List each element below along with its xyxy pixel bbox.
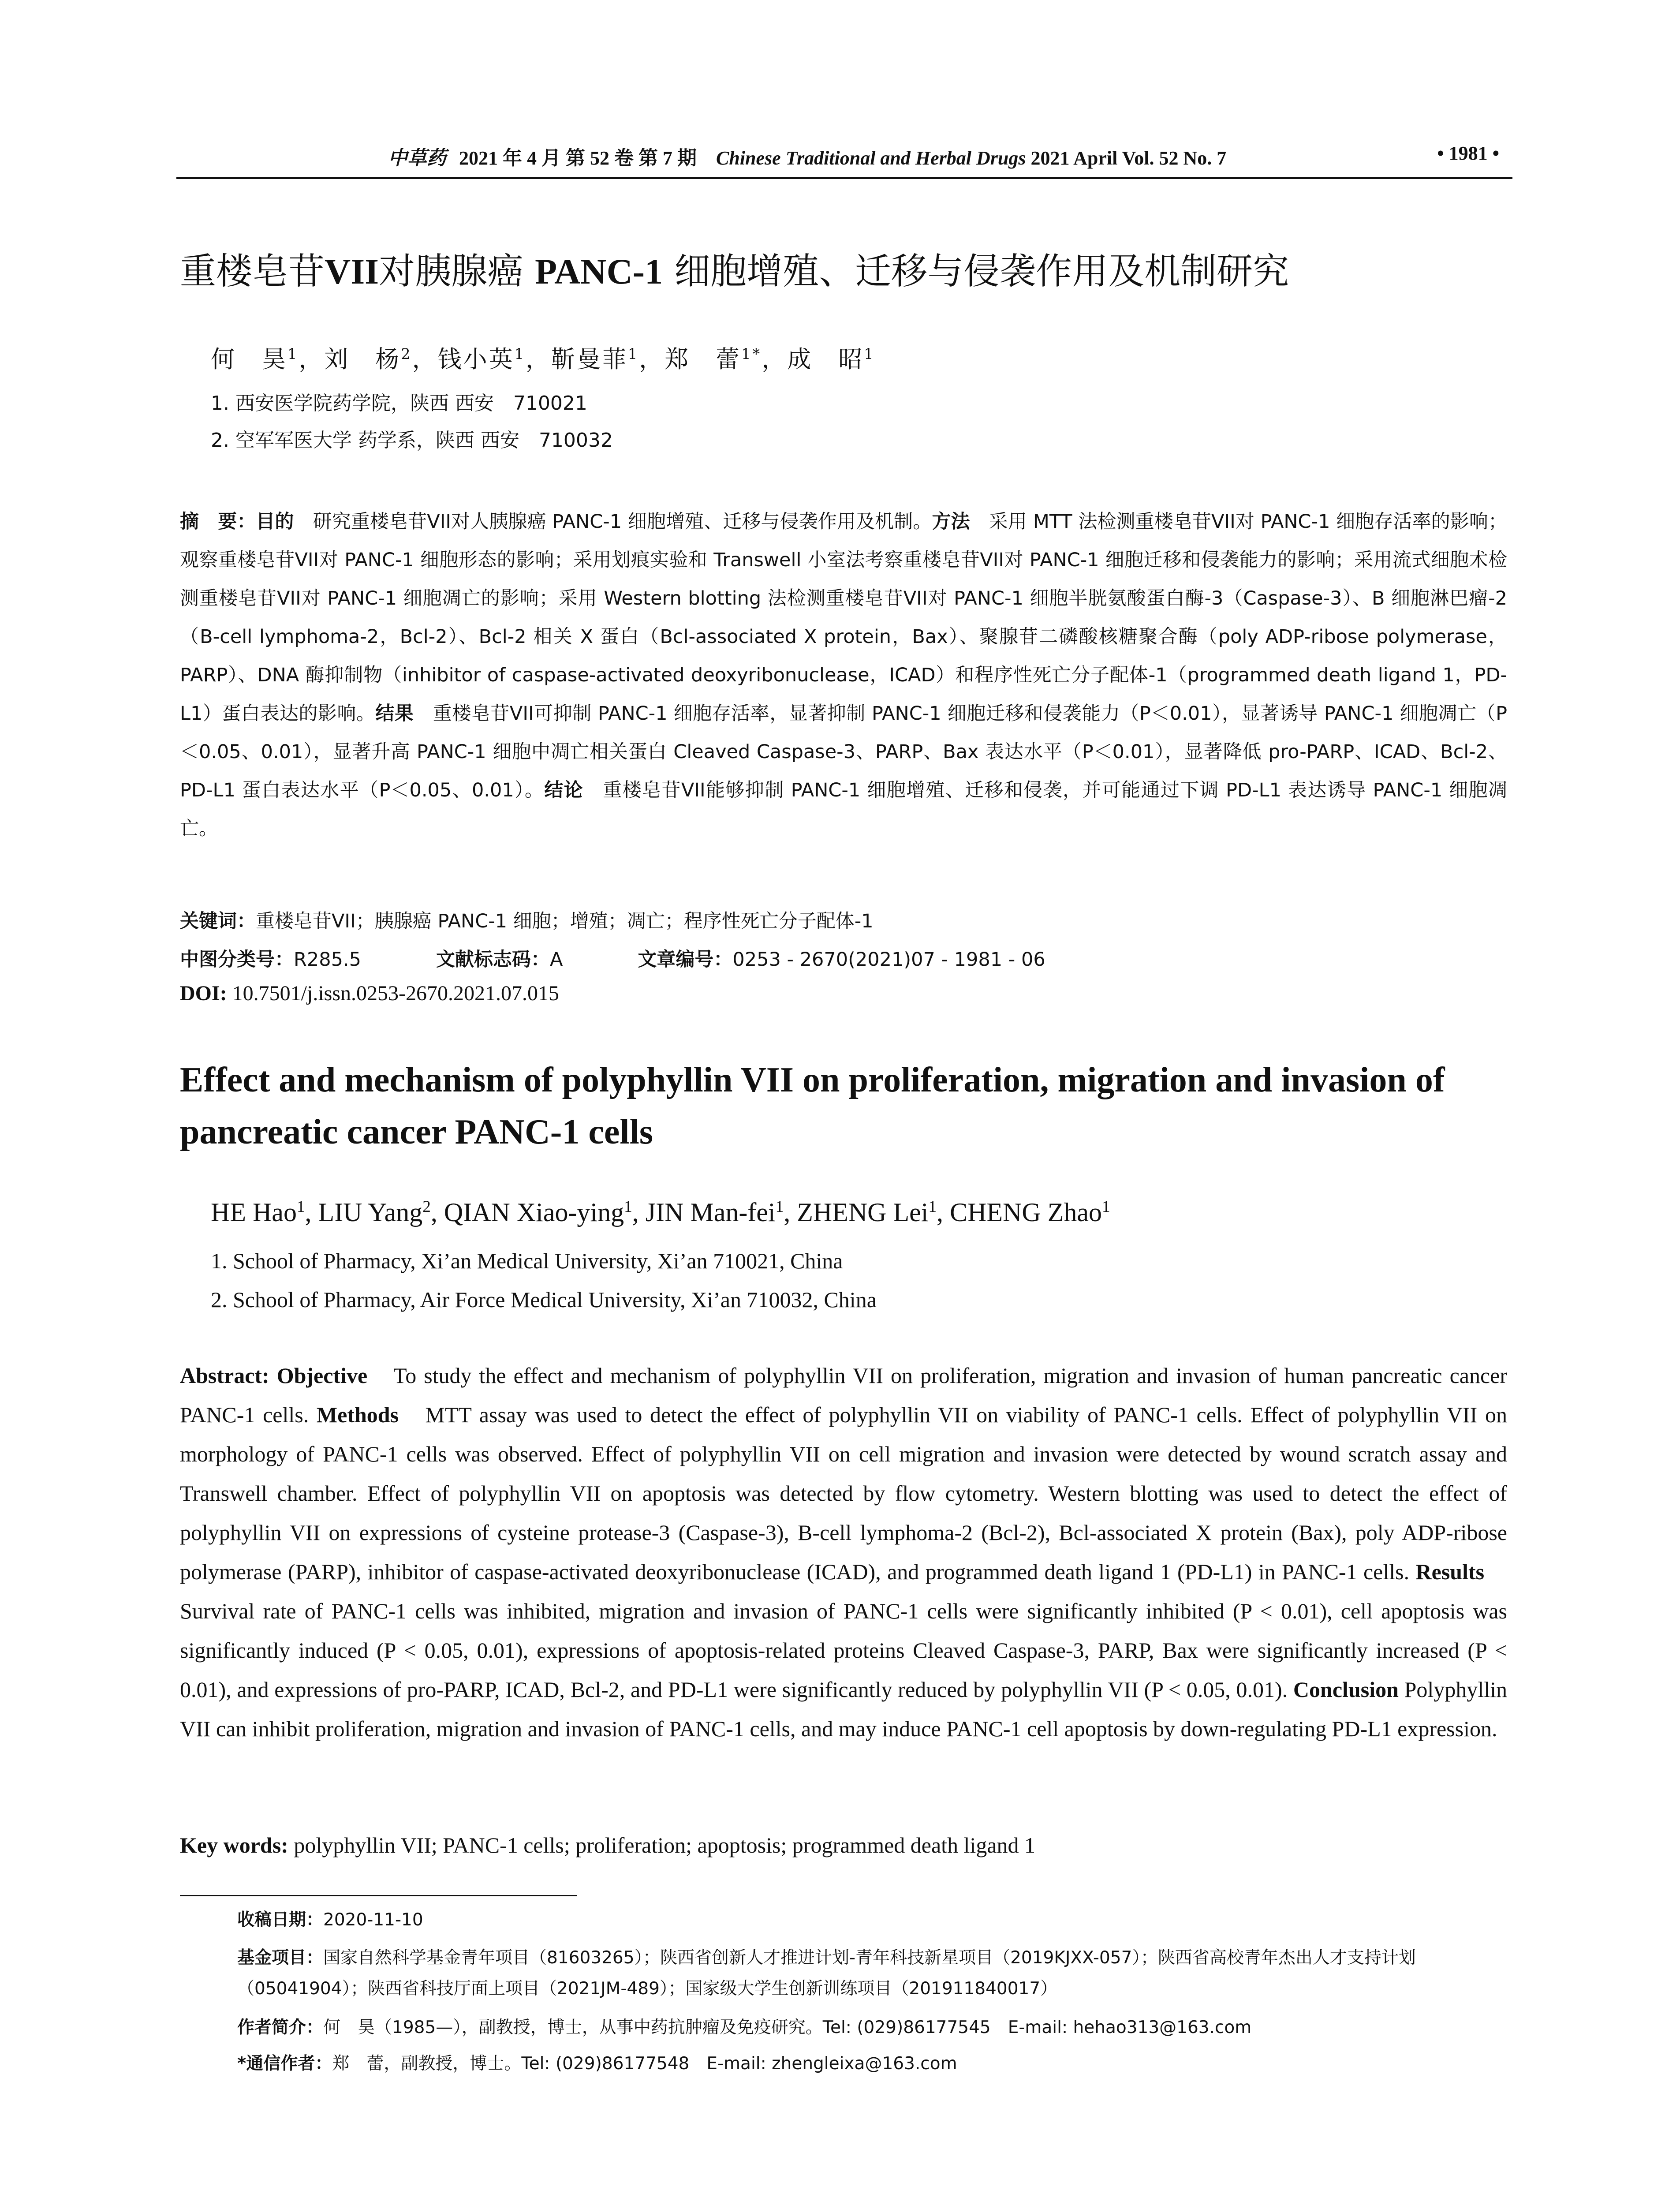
methods-en: MTT assay was used to detect the effect of polyphyllin VII on viability of PANC-1 cells. Effect of polyphyllin VII on morphology of PANC-1 cells was observed. Effect of polyphyllin VII on cell migration and invasion were detected by wound scratch assay and Transwell chamber. Effect of polyphyllin VII on apoptosis was detected by flow cytometry. Western blotting was used to detect the effect of polyphyllin VII on expressions of cysteine protease-3 (Caspase-3), B-cell lymphoma-2 (Bcl-2), Bcl-associated X protein (Bax), poly ADP-ribose polymerase (PARP), inhibitor of caspase-activated deoxyribonuclease (ICAD), and programmed death ligand 1 (PD-L1) in PANC-1 cells. [180,1402,1508,1584]
en-author-name: JIN Man-fei [645,1198,776,1227]
affiliation-en-1: 1. School of Pharmacy, Xi’an Medical University, Xi’an 710021, China [211,1248,843,1273]
results-en: Survival rate of PANC-1 cells was inhibited, migration and invasion of PANC-1 cells were significantly inhibited (P < 0.01), cell apoptosis was significantly induced (P < 0.05, 0.01), expressions of apoptosis-related proteins Cleaved Caspase-3, PARP, Bax were significantly increased (P < 0.01), and expressions of pro-PARP, ICAD, Bcl-2, and PD-L1 were significantly reduced by polyphyllin VII (P < 0.05, 0.01). [180,1559,1508,1702]
en-author-separator: , [430,1198,444,1227]
footnote-divider [180,1895,577,1896]
en-author-separator: , [784,1198,797,1227]
affiliation-en-2: 2. School of Pharmacy, Air Force Medical University, Xi’an 710032, China [211,1287,877,1312]
title-en: Effect and mechanism of polyphyllin VII on proliferation, migration and invasion of pancreatic cancer PANC-1 cells [180,1061,1445,1151]
clc-number: R285.5 [294,949,361,971]
cn-author-affil-mark: 1* [741,345,762,363]
affiliation-cn-2: 2. 空军军医大学 药学系，陕西 西安 710032 [211,429,613,452]
cn-author-separator: ， [762,345,788,373]
en-author-name: ZHENG Lei [797,1198,929,1227]
footnote-correspondence: *通信作者：郑 蕾，副教授，博士。Tel: (029)86177548 E-mail: zhengleixa@163.com [237,2054,957,2074]
cn-author-affil-mark: 1 [514,345,526,363]
keywords-cn: 关键词：重楼皂苷VII；胰腺癌 PANC-1 细胞；增殖；凋亡；程序性死亡分子配体-1 [180,910,874,932]
en-author-affil-mark: 1 [775,1198,784,1216]
authors-cn [211,340,875,374]
en-author-separator: , [937,1198,950,1227]
conclusion-en-label: Conclusion [1293,1677,1399,1702]
objective-en: To study the effect and mechanism of polyphyllin VII on proliferation, migration and invasion of human pancreatic cancer PANC-1 cells. [180,1363,1507,1427]
conclusion-cn-label: 结论 [544,779,584,801]
abstract-en [180,1356,1507,1749]
cn-author-separator: ， [525,345,551,373]
journal-info-cn: 2021 年 4 月 第 52 卷 第 7 期 [459,147,697,169]
en-author-name: CHENG Zhao [950,1198,1102,1227]
en-author-name: QIAN Xiao-ying [444,1198,624,1227]
cn-author-name: 刘 杨 [324,345,401,373]
cn-author-separator: ， [299,345,325,373]
results-en-label: Results [1415,1559,1485,1584]
cn-author-name: 成 昭 [787,345,864,373]
article-number: 0253 - 2670(2021)07 - 1981 - 06 [732,949,1045,971]
objective-cn-label: 目的 [256,511,294,533]
page-number: • 1981 • [1437,142,1499,164]
footnote-fund: 基金项目：国家自然科学基金青年项目（81603265）；陕西省创新人才推进计划-青年科技新星项目（2019KJXX-057）；陕西省高校青年杰出人才支持计划（05041904）；陕西省科技厅面上项目（2021JM-489）；国家级大学生创新训练项目（201911840017） [237,1948,1416,1999]
journal-name-en: Chinese Traditional and Herbal Drugs [716,147,1026,169]
conclusion-en: Polyphyllin VII can inhibit proliferation, migration and invasion of PANC-1 cells, and may induce PANC-1 cell apoptosis by down-regulating PD-L1 expression. [180,1677,1507,1741]
cn-author-name: 钱小英 [437,345,515,373]
title-cn: 重楼皂苷VII对胰腺癌 PANC-1 细胞增殖、迁移与侵袭作用及机制研究 [180,250,1289,292]
classification-line: 中图分类号：R285.5 文献标志码：A 文章编号：0253 - 2670(2021)07 - 1981 - 06 [180,949,1045,971]
footnote-author: 作者简介：何 昊（1985—），副教授，博士，从事中药抗肿瘤及免疫研究。Tel: (029)86177545 E-mail: hehao313@163.com [237,2018,1252,2037]
methods-cn: 采用 MTT 法检测重楼皂苷VII对 PANC-1 细胞存活率的影响；观察重楼皂苷VII对 PANC-1 细胞形态的影响；采用划痕实验和 Transwell 小室法考察重楼皂苷VII对 PANC-1 细胞迁移和侵袭能力的影响；采用流式细胞术检测重楼皂苷VII对 PANC-1 细胞凋亡的影响；采用 Western blotting 法检测重楼皂苷VII对 PANC-1 细胞半胱氨酸蛋白酶-3（Caspase-3）、B 细胞淋巴瘤-2（B-cell lymphoma-2，Bcl-2）、Bcl-2 相关 X 蛋白（Bcl-associated X protein，Bax）、聚腺苷二磷酸核糖聚合酶（poly ADP-ribose polymerase，PARP）、DNA 酶抑制物（inhibitor of caspase-activated deoxyribonuclease，ICAD）和程序性死亡分子配体-1（programmed death ligand 1，PD-L1）蛋白表达的影响。 [180,511,1508,725]
affiliation-cn-1: 1. 西安医学院药学院，陕西 西安 710021 [211,392,587,415]
results-cn: 重楼皂苷VII可抑制 PANC-1 细胞存活率，显著抑制 PANC-1 细胞迁移和侵袭能力（P＜0.01），显著诱导 PANC-1 细胞凋亡（P＜0.05、0.01），显著升高 PANC-1 细胞中凋亡相关蛋白 Cleaved Caspase-3、PARP、Bax 表达水平（P＜0.01），显著降低 pro-PARP、ICAD、Bcl-2、PD-L1 蛋白表达水平（P＜0.05、0.01）。 [180,703,1507,801]
en-author-affil-mark: 2 [422,1198,431,1216]
results-cn-label: 结果 [375,703,414,725]
en-author-affil-mark: 1 [296,1198,305,1216]
authors-en [211,1197,1110,1228]
cn-author-separator: ， [639,345,665,373]
doi: DOI: 10.7501/j.issn.0253-2670.2021.07.015 [180,982,560,1005]
abstract-cn [180,503,1507,848]
en-author-separator: , [305,1198,318,1227]
cn-author-name: 靳曼菲 [551,345,628,373]
running-header [176,142,1512,179]
cn-author-affil-mark: 1 [864,345,875,363]
doi-link[interactable]: 10.7501/j.issn.0253-2670.2021.07.015 [227,982,560,1005]
en-author-separator: , [632,1198,646,1227]
journal-brand: 中草药 [388,147,446,169]
en-author-affil-mark: 1 [1102,1198,1110,1216]
en-author-affil-mark: 1 [624,1198,632,1216]
cn-author-name: 郑 蕾 [665,345,742,373]
doc-code: A [549,949,563,971]
footnote-received: 收稿日期：2020-11-10 [237,1910,423,1930]
cn-author-name: 何 昊 [211,345,287,373]
abstract-cn-label: 摘 要： [180,511,256,533]
keywords-en: Key words: polyphyllin VII; PANC-1 cells; proliferation; apoptosis; programmed death ligand 1 [180,1833,1036,1857]
cn-author-affil-mark: 1 [287,345,299,363]
journal-info-en: 2021 April Vol. 52 No. 7 [1030,147,1227,169]
en-author-name: LIU Yang [318,1198,423,1227]
cn-author-affil-mark: 1 [627,345,639,363]
en-author-name: HE Hao [211,1198,297,1227]
conclusion-cn: 重楼皂苷VII能够抑制 PANC-1 细胞增殖、迁移和侵袭，并可能通过下调 PD-L1 表达诱导 PANC-1 细胞凋亡。 [180,779,1507,840]
journal-citation [388,142,1226,170]
en-author-affil-mark: 1 [928,1198,937,1216]
objective-cn: 研究重楼皂苷VII对人胰腺癌 PANC-1 细胞增殖、迁移与侵袭作用及机制。 [294,511,932,533]
abstract-en-label: Abstract: Objective [180,1363,368,1388]
methods-en-label: Methods [316,1402,399,1427]
methods-cn-label: 方法 [932,511,970,533]
cn-author-affil-mark: 2 [401,345,412,363]
cn-author-separator: ， [412,345,438,373]
